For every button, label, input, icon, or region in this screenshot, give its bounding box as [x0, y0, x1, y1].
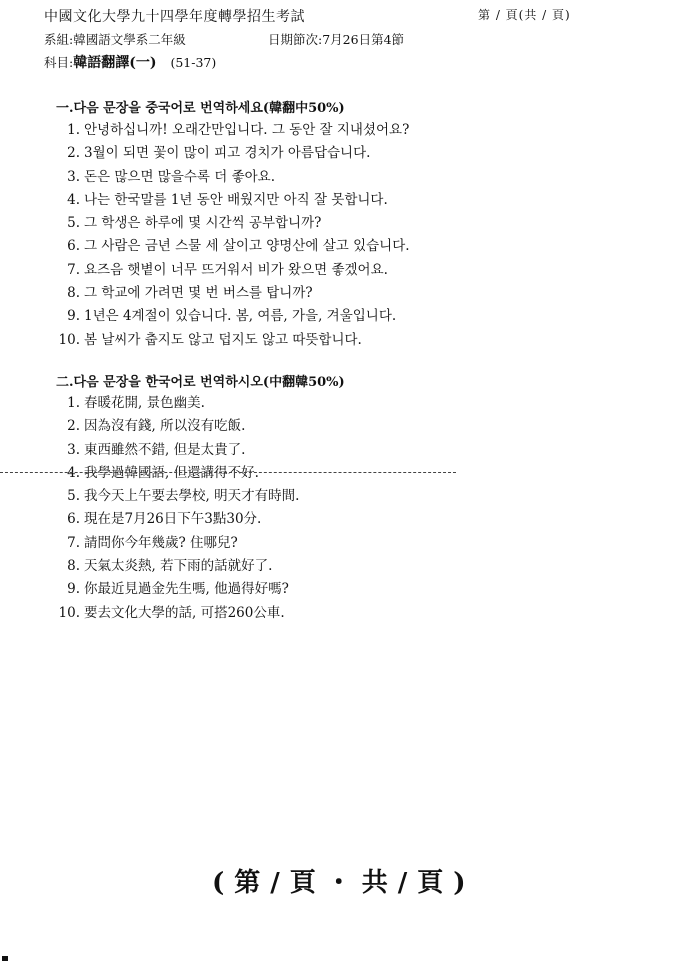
question-item: [56, 485, 299, 508]
section-1-question-list: [56, 119, 410, 352]
question-text: 東西雖然不錯, 但是太貴了.: [84, 441, 246, 458]
question-item: [56, 462, 299, 485]
question-item: [56, 142, 410, 165]
question-number: 3.: [67, 441, 80, 458]
subject-name: 韓語翻譯(一): [73, 55, 157, 71]
scan-corner-mark: [2, 956, 8, 961]
question-text: 요즈음 햇볕이 너무 뜨거워서 비가 왔으면 좋겠어요.: [84, 261, 388, 278]
question-text: 春暖花開, 景色幽美.: [84, 395, 205, 411]
question-number: 5.: [67, 488, 80, 505]
section-2-question-list: [56, 392, 299, 625]
question-text: 我今天上午要去學校, 明天才有時間.: [84, 488, 300, 505]
exam-title: 中國文化大學九十四學年度轉學招生考試: [44, 9, 305, 25]
question-item: [56, 189, 410, 212]
question-text: 我學過韓國語, 但還講得不好.: [84, 464, 259, 481]
question-number: 2.: [67, 145, 80, 162]
question-number: 1.: [67, 395, 80, 411]
question-number: 3.: [67, 168, 80, 185]
question-text: 나는 한국말를 1년 동안 배웠지만 아직 잘 못합니다.: [84, 191, 388, 208]
question-number: 9.: [67, 308, 80, 325]
question-text: 그 사람은 금년 스물 세 살이고 양명산에 살고 있습니다.: [84, 238, 410, 255]
question-text: 봄 날씨가 춥지도 않고 덥지도 않고 따뜻합니다.: [84, 331, 362, 348]
question-item: [56, 602, 299, 625]
question-number: 5.: [67, 215, 80, 232]
department-line: 系組:韓國語文學系二年級: [44, 32, 186, 47]
question-text: 天氣太炎熱, 若下雨的話就好了.: [84, 558, 273, 575]
question-item: [56, 119, 410, 142]
dashed-divider: [0, 472, 456, 473]
question-text: 3월이 되면 꽃이 많이 피고 경치가 아름답습니다.: [84, 145, 371, 162]
subject-line: [44, 52, 216, 72]
question-number: 4.: [67, 464, 80, 481]
page-counter: 第 / 頁(共 / 頁): [478, 8, 571, 22]
question-text: 안녕하십니까! 오래간만입니다. 그 동안 잘 지내셨어요?: [84, 122, 410, 138]
question-number: 8.: [67, 558, 80, 575]
exam-date-line: 日期節次:7月26日第4節: [268, 32, 405, 47]
question-item: [56, 508, 299, 531]
question-item: [56, 212, 410, 235]
question-text: 請問你今年幾歲? 住哪兒?: [84, 534, 238, 551]
question-item: [56, 532, 299, 555]
question-number: 1.: [67, 122, 80, 138]
question-text: 그 학생은 하루에 몇 시간씩 공부합니까?: [84, 215, 322, 232]
question-number: 10.: [58, 331, 80, 348]
question-item: [56, 305, 410, 328]
question-text: 你最近見過金先生嗎, 他過得好嗎?: [84, 581, 289, 598]
section-1-heading: 一.다음 문장을 중국어로 번역하세요(韓翻中50%): [56, 101, 345, 116]
question-text: 因為沒有錢, 所以沒有吃飯.: [84, 418, 246, 435]
question-item: [56, 166, 410, 189]
question-item: [56, 235, 410, 258]
question-number: 7.: [67, 534, 80, 551]
question-number: 2.: [67, 418, 80, 435]
question-number: 9.: [67, 581, 80, 598]
question-item: [56, 329, 410, 352]
question-item: [56, 282, 410, 305]
question-number: 7.: [67, 261, 80, 278]
question-number: 4.: [67, 191, 80, 208]
question-item: [56, 439, 299, 462]
question-text: 要去文化大學的話, 可搭260公車.: [84, 604, 285, 621]
question-item: [56, 415, 299, 438]
question-item: [56, 392, 299, 415]
question-item: [56, 555, 299, 578]
question-text: 돈은 많으면 많을수록 더 좋아요.: [84, 168, 275, 185]
subject-code: (51-37): [170, 55, 217, 70]
question-number: 10.: [58, 604, 80, 621]
question-text: 現在是7月26日下午3點30分.: [84, 511, 262, 528]
question-item: [56, 578, 299, 601]
question-number: 8.: [67, 285, 80, 302]
question-item: [56, 259, 410, 282]
section-2-heading: 二.다음 문장을 한국어로 번역하시오(中翻韓50%): [56, 375, 345, 390]
question-number: 6.: [67, 238, 80, 255]
question-text: 1년은 4계절이 있습니다. 봄, 여름, 가을, 겨울입니다.: [84, 308, 397, 325]
question-text: 그 학교에 가려면 몇 번 버스를 탑니까?: [84, 285, 313, 302]
question-number: 6.: [67, 511, 80, 528]
footer-page-label: (第/頁・共/頁): [212, 868, 476, 898]
subject-label: 科目:: [44, 55, 74, 70]
